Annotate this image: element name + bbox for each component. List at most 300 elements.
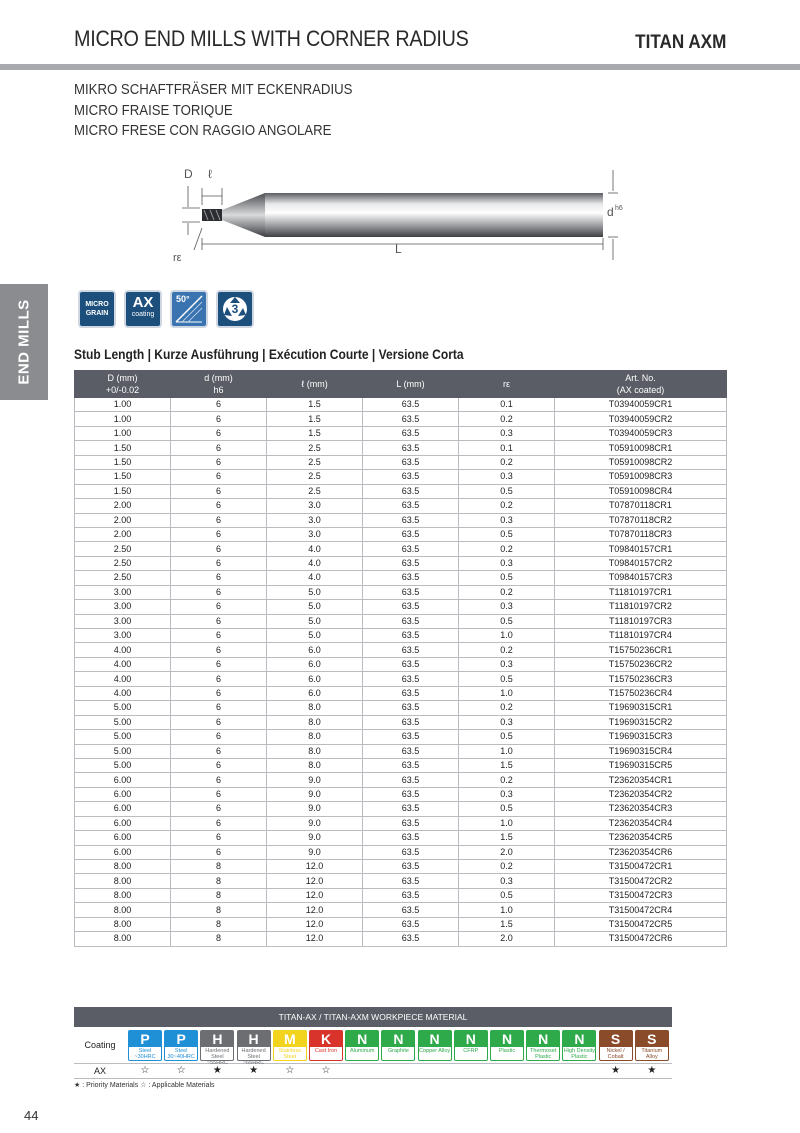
table-cell: 1.00 bbox=[75, 398, 171, 412]
table-row bbox=[75, 672, 727, 686]
table-cell: T23620354CR4 bbox=[555, 816, 727, 830]
material-cell bbox=[526, 1030, 560, 1061]
table-cell: 6 bbox=[171, 787, 267, 801]
table-cell: T19690315CR2 bbox=[555, 715, 727, 729]
material-text: Hardened Steel ~66HRC bbox=[241, 1048, 266, 1066]
table-cell: 63.5 bbox=[363, 917, 459, 931]
table-cell: 63.5 bbox=[363, 903, 459, 917]
table-cell: 6 bbox=[171, 484, 267, 498]
table-cell: 8.00 bbox=[75, 874, 171, 888]
material-cell bbox=[128, 1030, 162, 1061]
tool-drawing bbox=[170, 160, 630, 270]
material-text: Aluminum bbox=[349, 1048, 375, 1054]
table-cell: 63.5 bbox=[363, 499, 459, 513]
table-cell: 4.00 bbox=[75, 657, 171, 671]
material-letter: H bbox=[201, 1031, 233, 1047]
table-cell: 1.50 bbox=[75, 470, 171, 484]
table-cell: 63.5 bbox=[363, 816, 459, 830]
table-cell: 6 bbox=[171, 816, 267, 830]
material-table-title: TITAN-AX / TITAN-AXM WORKPIECE MATERIAL bbox=[74, 1007, 672, 1027]
table-cell: 1.50 bbox=[75, 484, 171, 498]
material-text: Copper Alloy bbox=[419, 1048, 451, 1054]
table-cell: 6 bbox=[171, 672, 267, 686]
table-cell: T07870118CR3 bbox=[555, 527, 727, 541]
table-cell: 63.5 bbox=[363, 527, 459, 541]
table-cell: 6 bbox=[171, 470, 267, 484]
material-cell bbox=[164, 1030, 198, 1061]
table-cell: 0.1 bbox=[459, 441, 555, 455]
table-cell: 2.00 bbox=[75, 513, 171, 527]
table-cell: 6.0 bbox=[267, 657, 363, 671]
table-cell: 5.00 bbox=[75, 715, 171, 729]
table-row bbox=[75, 686, 727, 700]
table-cell: 0.3 bbox=[459, 657, 555, 671]
table-cell: 63.5 bbox=[363, 744, 459, 758]
material-letter: N bbox=[455, 1031, 487, 1047]
table-cell: 6.00 bbox=[75, 787, 171, 801]
table-row bbox=[75, 787, 727, 801]
header-art-no: Art. No. (AX coated) bbox=[555, 371, 727, 398]
table-row bbox=[75, 758, 727, 772]
table-row bbox=[75, 888, 727, 902]
helix-angle-label: 50° bbox=[176, 294, 190, 304]
table-cell: 63.5 bbox=[363, 715, 459, 729]
table-row bbox=[75, 455, 727, 469]
label-D: D bbox=[184, 167, 193, 181]
table-row bbox=[75, 542, 727, 556]
table-cell: 5.0 bbox=[267, 585, 363, 599]
table-cell: 0.3 bbox=[459, 600, 555, 614]
table-cell: 0.2 bbox=[459, 499, 555, 513]
material-letter: P bbox=[129, 1031, 161, 1047]
material-letter: N bbox=[346, 1031, 378, 1047]
table-cell: 6 bbox=[171, 542, 267, 556]
table-cell: 4.00 bbox=[75, 686, 171, 700]
side-tab-label: END MILLS bbox=[15, 299, 33, 385]
table-cell: 6 bbox=[171, 802, 267, 816]
material-cell bbox=[273, 1030, 307, 1061]
table-cell: 63.5 bbox=[363, 398, 459, 412]
table-row bbox=[75, 527, 727, 541]
table-cell: 0.2 bbox=[459, 412, 555, 426]
table-row bbox=[75, 932, 727, 946]
table-row bbox=[75, 657, 727, 671]
material-text: Graphite bbox=[387, 1048, 409, 1054]
table-cell: 1.00 bbox=[75, 426, 171, 440]
table-cell: 6 bbox=[171, 441, 267, 455]
micrograin-label-1: MICRO bbox=[85, 301, 109, 308]
subtitles bbox=[74, 80, 390, 142]
table-row bbox=[75, 903, 727, 917]
table-cell: 8.00 bbox=[75, 917, 171, 931]
material-text: Steel ~30HRC bbox=[134, 1048, 156, 1060]
table-cell: T03940059CR3 bbox=[555, 426, 727, 440]
table-cell: 5.0 bbox=[267, 614, 363, 628]
table-cell: T19690315CR1 bbox=[555, 701, 727, 715]
table-row bbox=[75, 730, 727, 744]
table-cell: 6 bbox=[171, 600, 267, 614]
table-row bbox=[75, 845, 727, 859]
table-row bbox=[75, 556, 727, 570]
table-cell: 3.00 bbox=[75, 629, 171, 643]
material-cell bbox=[599, 1030, 633, 1061]
table-cell: 1.50 bbox=[75, 441, 171, 455]
table-row bbox=[75, 860, 727, 874]
table-cell: 0.2 bbox=[459, 455, 555, 469]
table-row bbox=[75, 715, 727, 729]
table-cell: 1.0 bbox=[459, 629, 555, 643]
table-cell: 12.0 bbox=[267, 932, 363, 946]
table-cell: 2.00 bbox=[75, 499, 171, 513]
material-text: Hardened Steel ~55HRC bbox=[205, 1048, 230, 1066]
table-cell: 1.5 bbox=[267, 412, 363, 426]
table-cell: 0.3 bbox=[459, 715, 555, 729]
table-cell: 4.00 bbox=[75, 643, 171, 657]
table-cell: 63.5 bbox=[363, 484, 459, 498]
material-legend: ★ : Priority Materials ☆ : Applicable Materials bbox=[74, 1082, 215, 1089]
material-letter: N bbox=[419, 1031, 451, 1047]
table-cell: 63.5 bbox=[363, 542, 459, 556]
table-cell: 8 bbox=[171, 874, 267, 888]
ax-sub-label: coating bbox=[131, 311, 155, 318]
table-cell: 0.5 bbox=[459, 672, 555, 686]
table-cell: T07870118CR1 bbox=[555, 499, 727, 513]
table-row bbox=[75, 600, 727, 614]
table-cell: 8 bbox=[171, 888, 267, 902]
material-cell bbox=[454, 1030, 488, 1061]
table-cell: 6 bbox=[171, 426, 267, 440]
material-text: Thermoset Plastic bbox=[530, 1048, 557, 1060]
page-title: MICRO END MILLS WITH CORNER RADIUS bbox=[74, 26, 469, 51]
subtitle-fr: MICRO FRAISE TORIQUE bbox=[74, 101, 233, 119]
table-cell: 63.5 bbox=[363, 470, 459, 484]
table-row bbox=[75, 398, 727, 412]
ax-mark: ☆ bbox=[176, 1065, 186, 1076]
spec-table bbox=[74, 370, 727, 947]
table-cell: 63.5 bbox=[363, 571, 459, 585]
table-cell: 3.0 bbox=[267, 513, 363, 527]
table-cell: 4.0 bbox=[267, 542, 363, 556]
table-cell: 8.0 bbox=[267, 730, 363, 744]
table-cell: 1.0 bbox=[459, 903, 555, 917]
table-cell: 5.00 bbox=[75, 758, 171, 772]
table-cell: 1.5 bbox=[459, 917, 555, 931]
material-letter: S bbox=[600, 1031, 632, 1047]
header-d: d (mm) h6 bbox=[171, 371, 267, 398]
table-cell: 63.5 bbox=[363, 455, 459, 469]
table-cell: 63.5 bbox=[363, 643, 459, 657]
table-cell: 0.2 bbox=[459, 773, 555, 787]
table-cell: 8 bbox=[171, 917, 267, 931]
label-L: L bbox=[395, 242, 402, 256]
table-cell: 0.2 bbox=[459, 542, 555, 556]
table-cell: 2.00 bbox=[75, 527, 171, 541]
table-cell: 6.00 bbox=[75, 831, 171, 845]
table-cell: T23620354CR6 bbox=[555, 845, 727, 859]
table-cell: 0.3 bbox=[459, 513, 555, 527]
brand-name: TITAN AXM bbox=[634, 32, 726, 53]
table-cell: 3.00 bbox=[75, 600, 171, 614]
material-text: High Density Plastic bbox=[563, 1048, 595, 1060]
table-cell: 9.0 bbox=[267, 845, 363, 859]
table-cell: 0.5 bbox=[459, 614, 555, 628]
table-cell: T11810197CR3 bbox=[555, 614, 727, 628]
table-row bbox=[75, 629, 727, 643]
table-cell: 8 bbox=[171, 932, 267, 946]
table-cell: T11810197CR4 bbox=[555, 629, 727, 643]
table-cell: 0.3 bbox=[459, 787, 555, 801]
table-cell: 12.0 bbox=[267, 903, 363, 917]
ax-mark: ★ bbox=[249, 1065, 259, 1076]
table-cell: 2.0 bbox=[459, 932, 555, 946]
table-cell: T31500472CR1 bbox=[555, 860, 727, 874]
table-cell: 63.5 bbox=[363, 701, 459, 715]
table-row bbox=[75, 513, 727, 527]
page-number: 44 bbox=[24, 1108, 39, 1123]
material-table bbox=[74, 1007, 672, 1079]
table-cell: 0.3 bbox=[459, 426, 555, 440]
material-letter: N bbox=[491, 1031, 523, 1047]
material-text: Cast Iron bbox=[314, 1048, 338, 1054]
table-cell: 6 bbox=[171, 701, 267, 715]
header-D: D (mm) +0/-0.02 bbox=[75, 371, 171, 398]
table-cell: 63.5 bbox=[363, 802, 459, 816]
table-cell: 6 bbox=[171, 629, 267, 643]
table-cell: 63.5 bbox=[363, 874, 459, 888]
table-cell: 0.5 bbox=[459, 802, 555, 816]
tool-shank bbox=[265, 193, 603, 237]
table-cell: 0.3 bbox=[459, 874, 555, 888]
table-cell: 63.5 bbox=[363, 600, 459, 614]
table-cell: T05910098CR1 bbox=[555, 441, 727, 455]
ax-coating-icon bbox=[124, 290, 162, 328]
material-cell bbox=[345, 1030, 379, 1061]
table-cell: 1.5 bbox=[267, 398, 363, 412]
table-row bbox=[75, 874, 727, 888]
table-cell: 5.00 bbox=[75, 730, 171, 744]
material-text: Titanium Alloy bbox=[641, 1048, 663, 1060]
table-cell: 63.5 bbox=[363, 441, 459, 455]
table-cell: T05910098CR2 bbox=[555, 455, 727, 469]
material-letter: N bbox=[563, 1031, 595, 1047]
table-cell: 6 bbox=[171, 499, 267, 513]
table-cell: 0.5 bbox=[459, 484, 555, 498]
table-cell: 8.00 bbox=[75, 860, 171, 874]
table-cell: 63.5 bbox=[363, 773, 459, 787]
table-row bbox=[75, 585, 727, 599]
table-cell: 4.0 bbox=[267, 571, 363, 585]
table-cell: 9.0 bbox=[267, 816, 363, 830]
table-cell: T23620354CR1 bbox=[555, 773, 727, 787]
table-cell: T23620354CR3 bbox=[555, 802, 727, 816]
table-cell: 12.0 bbox=[267, 917, 363, 931]
material-cell bbox=[635, 1030, 669, 1061]
table-row bbox=[75, 441, 727, 455]
table-cell: T23620354CR2 bbox=[555, 787, 727, 801]
table-cell: 63.5 bbox=[363, 787, 459, 801]
table-cell: T15750236CR1 bbox=[555, 643, 727, 657]
table-cell: 6 bbox=[171, 730, 267, 744]
table-cell: 6 bbox=[171, 556, 267, 570]
micrograin-label-2: GRAIN bbox=[85, 310, 109, 317]
table-cell: 6 bbox=[171, 657, 267, 671]
table-cell: 3.00 bbox=[75, 585, 171, 599]
table-cell: 6 bbox=[171, 773, 267, 787]
material-cell bbox=[381, 1030, 415, 1061]
page-header bbox=[0, 0, 800, 64]
material-letter: N bbox=[527, 1031, 559, 1047]
table-cell: 63.5 bbox=[363, 730, 459, 744]
coating-label: Coating bbox=[84, 1040, 116, 1050]
label-d: d bbox=[607, 205, 614, 219]
table-row bbox=[75, 426, 727, 440]
table-cell: T31500472CR3 bbox=[555, 888, 727, 902]
table-cell: 8.00 bbox=[75, 903, 171, 917]
spec-table-body bbox=[75, 398, 727, 947]
table-cell: 6 bbox=[171, 513, 267, 527]
table-cell: 12.0 bbox=[267, 860, 363, 874]
table-cell: 6 bbox=[171, 686, 267, 700]
table-cell: 63.5 bbox=[363, 614, 459, 628]
table-cell: 6 bbox=[171, 758, 267, 772]
table-row bbox=[75, 802, 727, 816]
table-cell: T19690315CR5 bbox=[555, 758, 727, 772]
material-letter: N bbox=[382, 1031, 414, 1047]
table-cell: 9.0 bbox=[267, 802, 363, 816]
table-cell: 63.5 bbox=[363, 831, 459, 845]
material-text: Nickel / Cobalt bbox=[606, 1048, 625, 1060]
table-cell: 0.2 bbox=[459, 701, 555, 715]
material-cell bbox=[490, 1030, 524, 1061]
table-row bbox=[75, 499, 727, 513]
material-cell bbox=[309, 1030, 343, 1061]
table-cell: 6.0 bbox=[267, 672, 363, 686]
table-cell: T09840157CR1 bbox=[555, 542, 727, 556]
table-cell: 63.5 bbox=[363, 686, 459, 700]
table-cell: 63.5 bbox=[363, 758, 459, 772]
table-cell: 3.0 bbox=[267, 499, 363, 513]
material-letter: P bbox=[165, 1031, 197, 1047]
table-cell: 63.5 bbox=[363, 629, 459, 643]
table-cell: 1.00 bbox=[75, 412, 171, 426]
table-row bbox=[75, 484, 727, 498]
table-cell: T03940059CR2 bbox=[555, 412, 727, 426]
material-cell bbox=[200, 1030, 234, 1066]
table-row bbox=[75, 816, 727, 830]
ax-mark: ☆ bbox=[140, 1065, 150, 1076]
table-cell: 2.50 bbox=[75, 556, 171, 570]
table-cell: 6.00 bbox=[75, 845, 171, 859]
table-cell: T03940059CR1 bbox=[555, 398, 727, 412]
subtitle-de: MIKRO SCHAFTFRÄSER MIT ECKENRADIUS bbox=[74, 81, 353, 98]
material-ax-row bbox=[74, 1064, 672, 1079]
table-cell: 5.00 bbox=[75, 744, 171, 758]
table-cell: 3.0 bbox=[267, 527, 363, 541]
table-cell: 9.0 bbox=[267, 787, 363, 801]
table-row bbox=[75, 831, 727, 845]
section-side-tab bbox=[0, 284, 48, 400]
table-cell: 6 bbox=[171, 398, 267, 412]
material-letter: K bbox=[310, 1031, 342, 1047]
table-cell: 12.0 bbox=[267, 888, 363, 902]
table-cell: 0.5 bbox=[459, 730, 555, 744]
table-cell: 1.50 bbox=[75, 455, 171, 469]
table-cell: 6.0 bbox=[267, 686, 363, 700]
table-cell: 9.0 bbox=[267, 773, 363, 787]
header-r: rε bbox=[459, 371, 555, 398]
table-cell: 5.0 bbox=[267, 629, 363, 643]
material-cell bbox=[237, 1030, 271, 1066]
table-title: Stub Length | Kurze Ausführung | Exécution Courte | Versione Corta bbox=[74, 346, 464, 362]
table-row bbox=[75, 701, 727, 715]
table-header-row bbox=[75, 371, 727, 398]
table-cell: T05910098CR4 bbox=[555, 484, 727, 498]
table-cell: 8.00 bbox=[75, 932, 171, 946]
table-cell: 2.50 bbox=[75, 571, 171, 585]
table-cell: 1.0 bbox=[459, 686, 555, 700]
table-cell: 0.3 bbox=[459, 556, 555, 570]
table-cell: 63.5 bbox=[363, 513, 459, 527]
table-cell: T31500472CR6 bbox=[555, 932, 727, 946]
table-cell: 4.0 bbox=[267, 556, 363, 570]
header-rule bbox=[0, 64, 800, 70]
header-l: ℓ (mm) bbox=[267, 371, 363, 398]
table-cell: 6.00 bbox=[75, 773, 171, 787]
table-cell: 63.5 bbox=[363, 860, 459, 874]
table-row bbox=[75, 571, 727, 585]
table-cell: 6.0 bbox=[267, 643, 363, 657]
table-cell: 6.00 bbox=[75, 802, 171, 816]
table-cell: 0.3 bbox=[459, 470, 555, 484]
table-cell: 0.2 bbox=[459, 860, 555, 874]
table-cell: 63.5 bbox=[363, 426, 459, 440]
table-cell: T19690315CR4 bbox=[555, 744, 727, 758]
table-cell: 3.00 bbox=[75, 614, 171, 628]
table-cell: 1.0 bbox=[459, 744, 555, 758]
table-cell: T07870118CR2 bbox=[555, 513, 727, 527]
table-cell: 63.5 bbox=[363, 657, 459, 671]
table-cell: 2.5 bbox=[267, 441, 363, 455]
helix-angle-icon bbox=[170, 290, 208, 328]
table-cell: T19690315CR3 bbox=[555, 730, 727, 744]
table-cell: T31500472CR5 bbox=[555, 917, 727, 931]
table-cell: 5.0 bbox=[267, 600, 363, 614]
table-cell: 1.5 bbox=[267, 426, 363, 440]
material-text: CFRP bbox=[463, 1048, 479, 1054]
table-cell: 8 bbox=[171, 860, 267, 874]
table-cell: 1.5 bbox=[459, 758, 555, 772]
table-cell: T31500472CR4 bbox=[555, 903, 727, 917]
label-l: ℓ bbox=[208, 167, 212, 181]
material-letter: H bbox=[238, 1031, 270, 1047]
table-cell: 8 bbox=[171, 903, 267, 917]
table-cell: 6 bbox=[171, 831, 267, 845]
flutes-icon bbox=[216, 290, 254, 328]
table-row bbox=[75, 773, 727, 787]
flutes-count: 3 bbox=[231, 302, 239, 316]
table-cell: 6 bbox=[171, 527, 267, 541]
ax-mark: ☆ bbox=[285, 1065, 295, 1076]
table-cell: 6.00 bbox=[75, 816, 171, 830]
table-cell: T11810197CR1 bbox=[555, 585, 727, 599]
table-cell: 2.5 bbox=[267, 470, 363, 484]
table-cell: 8.00 bbox=[75, 888, 171, 902]
table-cell: 2.5 bbox=[267, 455, 363, 469]
table-cell: 6 bbox=[171, 614, 267, 628]
table-cell: 63.5 bbox=[363, 888, 459, 902]
table-row bbox=[75, 470, 727, 484]
table-cell: 63.5 bbox=[363, 932, 459, 946]
